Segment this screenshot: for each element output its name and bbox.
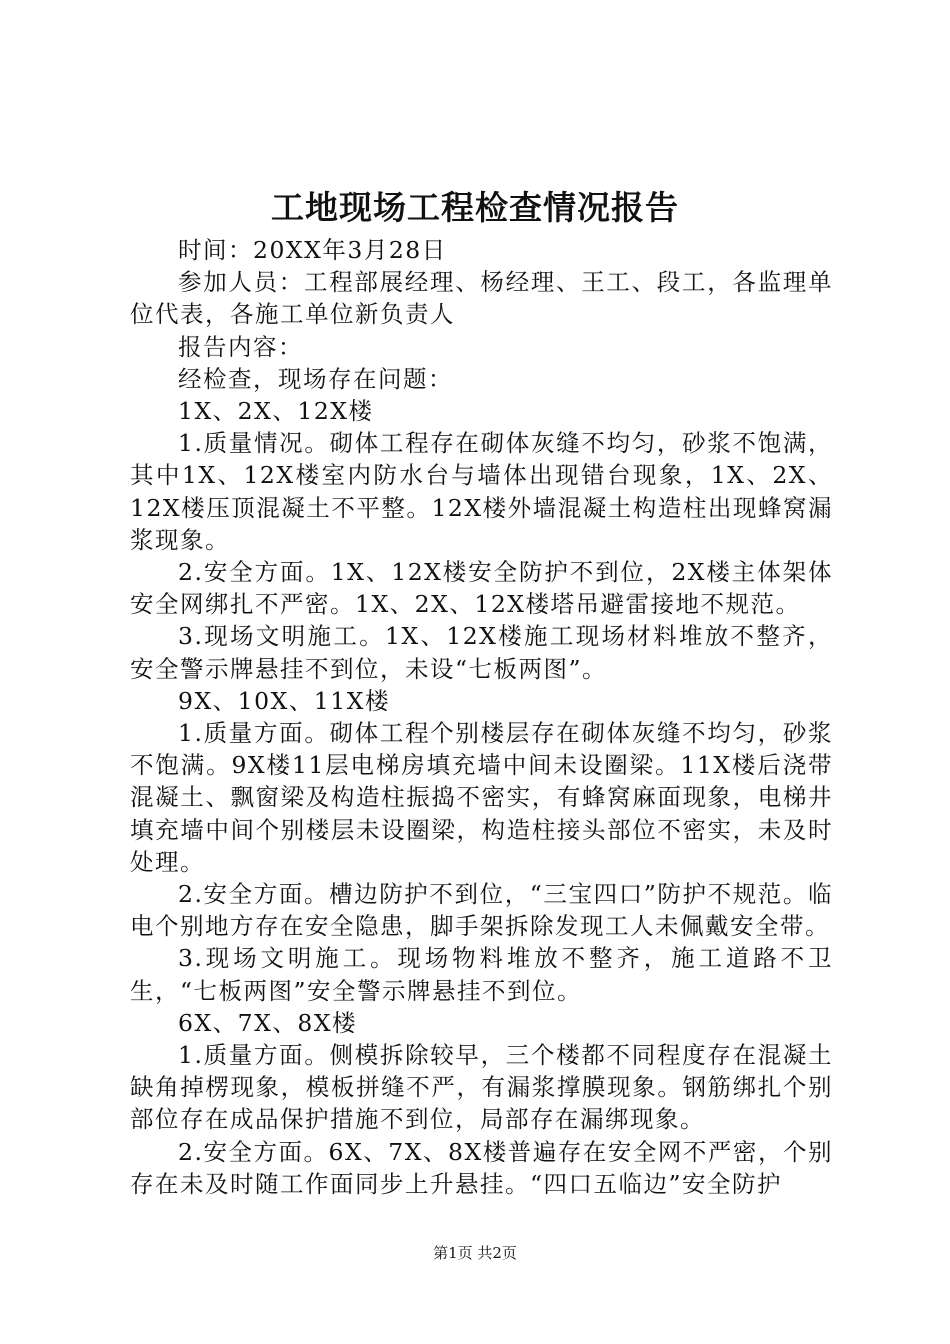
participants: 参加人员：工程部展经理、杨经理、王工、段工，各监理单位代表，各施工单位新负责人	[130, 268, 833, 329]
paragraph-quality-2: 1.质量方面。砌体工程个别楼层存在砌体灰缝不均匀，砂浆不饱满。9X楼11层电梯房填充墙中间未设圈梁。11X楼后浇带混凝土、飘窗梁及构造柱振捣不密实，有蜂窝麻面现象，电梯井填充墙中间个别楼层未设圈梁，构造柱接头部位不密实，未及时处理。	[130, 719, 833, 876]
report-content-heading: 报告内容：	[178, 332, 303, 361]
paragraph-quality-3: 1.质量方面。侧模拆除较早，三个楼都不同程度存在混凝土缺角掉楞现象，模板拼缝不严，有漏浆撑膜现象。钢筋绑扎个别部位存在成品保护措施不到位，局部存在漏绑现象。	[130, 1041, 833, 1134]
page-footer: 第1页 共2页	[433, 1244, 517, 1262]
paragraph-civilized-1: 3.现场文明施工。1X、12X楼施工现场材料堆放不整齐，安全警示牌悬挂不到位，未设“七板两图”。	[130, 622, 833, 683]
paragraph-quality-1: 1.质量情况。砌体工程存在砌体灰缝不均匀，砂浆不饱满，其中1X、12X楼室内防水台与墙体出现错台现象，1X、2X、12X楼压顶混凝土不平整。12X楼外墙混凝土构造柱出现蜂窝漏浆现象。	[130, 429, 833, 554]
findings-intro: 经检查，现场存在问题：	[178, 364, 453, 393]
paragraph-civilized-2: 3.现场文明施工。现场物料堆放不整齐，施工道路不卫生，“七板两图”安全警示牌悬挂不到位。	[130, 944, 833, 1005]
paragraph-safety-3: 2.安全方面。6X、7X、8X楼普遍存在安全网不严密，个别存在未及时随工作面同步上升悬挂。“四口五临边”安全防护	[130, 1137, 833, 1198]
paragraph-safety-2: 2.安全方面。槽边防护不到位，“三宝四口”防护不规范。临电个别地方存在安全隐患，脚手架拆除发现工人未佩戴安全带。	[130, 880, 833, 941]
paragraph-safety-1: 2.安全方面。1X、12X楼安全防护不到位，2X楼主体架体安全网绑扎不严密。1X、2X、12X楼塔吊避雷接地不规范。	[130, 558, 833, 619]
meeting-time: 时间：20XX年3月28日	[178, 236, 447, 264]
document-body	[130, 234, 833, 1200]
section-heading-6x-7x-8x: 6X、7X、8X楼	[178, 1008, 358, 1037]
document-title: 工地现场工程检查情况报告	[271, 188, 679, 227]
section-heading-9x-10x-11x: 9X、10X、11X楼	[178, 686, 390, 715]
section-heading-1x-2x-12x: 1X、2X、12X楼	[178, 397, 374, 426]
